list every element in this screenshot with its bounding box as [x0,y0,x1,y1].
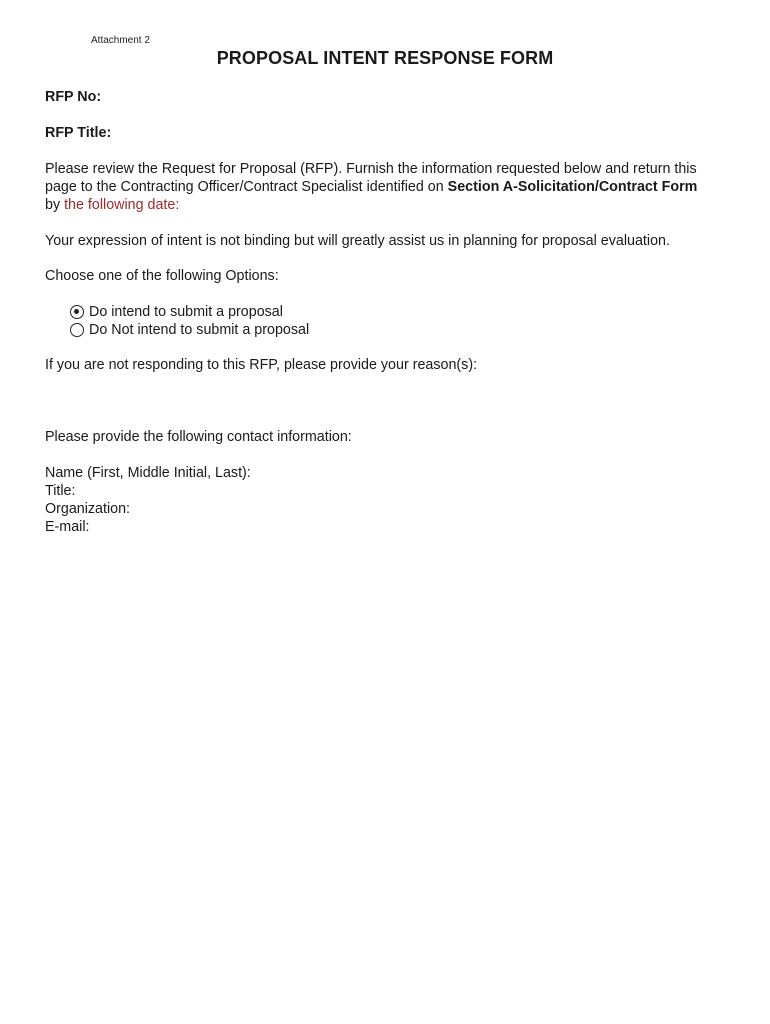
section-reference: Section A-Solicitation/Contract Form [447,179,698,195]
name-label: Name (First, Middle Initial, Last): [45,465,251,481]
intent-note: Your expression of intent is not binding but will greatly assist us in planning for proposal evaluation. [45,233,670,249]
instructions-line-3-text: by [45,197,65,213]
option-not-intend-label: Do Not intend to submit a proposal [89,322,310,338]
radio-not-intend[interactable] [70,323,84,337]
organization-label: Organization: [45,501,131,517]
email-label: E-mail: [45,519,90,535]
options-prompt: Choose one of the following Options: [45,268,279,284]
rfp-title-label: RFP Title: [45,125,112,141]
instructions-line-3 [45,196,179,214]
instructions-line-2 [45,178,697,196]
instructions-line-1: Please review the Request for Proposal (RFP). Furnish the information requested below and return this [45,161,697,177]
option-not-intend[interactable] [70,321,309,339]
instructions-line-2-text: page to the Contracting Officer/Contract Specialist identified on [45,179,448,195]
attachment-label: Attachment 2 [91,35,150,46]
page-title: PROPOSAL INTENT RESPONSE FORM [216,48,554,68]
rfp-no-label: RFP No: [45,89,102,105]
reason-prompt: If you are not responding to this RFP, please provide your reason(s): [45,357,478,373]
radio-intend-selected[interactable] [70,305,84,319]
contact-prompt: Please provide the following contact information: [45,429,352,445]
option-intend-label: Do intend to submit a proposal [89,304,283,320]
due-date-field[interactable]: the following date: [64,197,180,213]
title-label: Title: [45,483,76,499]
option-intend[interactable] [70,303,283,321]
